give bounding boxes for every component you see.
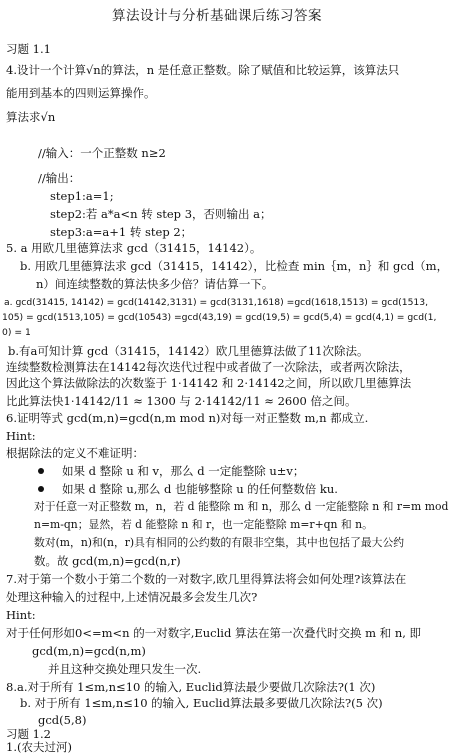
hint-label: Hint:: [6, 608, 36, 622]
exercise-7-hint-line3: 并且这种交换处理只发生一次.: [48, 662, 202, 676]
exercise-6-hint-bullet-2: 如果 d 整除 u,那么 d 也能够整除 u 的任何整数倍 ku.: [62, 482, 338, 496]
exercise-8a-question: 8.a.对于所有 1≤m,n≤10 的输入, Euclid算法最少要做几次除法?(1 次): [6, 680, 376, 694]
exercise-5b-question-cont: n）间连续整数的算法快多少倍？请估算一下。: [36, 277, 274, 291]
exercise-5b-answer-line3: 因此这个算法做除法的次数鉴于 1·14142 和 2·14142之间，所以欧几里德算法: [6, 376, 412, 390]
exercise-5b-answer: b.有a可知计算 gcd（31415，14142）欧几里德算法做了11次除法。: [8, 344, 369, 358]
bullet-icon: [38, 468, 44, 474]
hint-label: Hint:: [6, 429, 36, 443]
exercise-5b-answer-line2: 连续整数检测算法在14142每次迭代过程中或者做了一次除法，或者两次除法，: [6, 360, 411, 374]
document-title: 算法设计与分析基础课后练习答案: [112, 8, 322, 24]
exercise-5b-question: b. 用欧几里德算法求 gcd（31415，14142），比检查 min｛m，n｝和 gcd（m，: [20, 259, 449, 273]
exercise-7-question: 7.对于第一个数小于第二个数的一对数字,欧几里得算法将会如何处理?该算法在: [6, 572, 407, 586]
exercise-6-question: 6.证明等式 gcd(m,n)=gcd(n,m mod n)对每一对正整数 m,n 都成立.: [6, 411, 369, 425]
exercise-6-proof-line2: n=m-qn；显然，若 d 能整除 n 和 r，也一定能整除 m=r+qn 和 n。: [34, 518, 373, 531]
algorithm-output: //输出：: [38, 171, 81, 185]
exercise-4-question-cont: 能用到基本的四则运算操作。: [6, 86, 156, 100]
section-heading: 习题 1.1: [6, 42, 51, 56]
exercise-4-question: 4.设计一个计算√n的算法，n 是任意正整数。除了赋值和比较运算，该算法只: [6, 63, 400, 77]
exercise-6-proof-line3: 数对(m，n)和(n，r)具有相同的公约数的有限非空集，其中也包括了最大公约: [34, 536, 405, 549]
exercise-5a-answer: a. gcd(31415, 14142) = gcd(14142,3131) = gcd(3131,1618) =gcd(1618,1513) = gcd(1513,: [4, 297, 429, 308]
algorithm-heading: 算法求√n: [6, 110, 56, 124]
algorithm-step-1: step1:a=1;: [50, 189, 114, 203]
algorithm-step-2: step2:若 a*a<n 转 step 3，否则输出 a；: [50, 207, 272, 221]
exercise-7-hint-line2: gcd(m,n)=gcd(n,m): [32, 644, 146, 658]
bullet-icon: [38, 486, 44, 492]
exercise-6-proof-line4: 数。故 gcd(m,n)=gcd(n,r): [34, 554, 181, 568]
exercise-5a-answer-cont: 105) = gcd(1513,105) = gcd(10543) =gcd(43,19) = gcd(19,5) = gcd(5,4) = gcd(4,1) = gcd(1,: [2, 312, 437, 323]
exercise-5a-question: 5. a 用欧几里德算法求 gcd（31415，14142）。: [6, 241, 262, 255]
exercise-6-hint-bullet-1: 如果 d 整除 u 和 v，那么 d 一定能整除 u±v；: [62, 464, 305, 478]
exercise-5b-answer-line4: 比此算法快1·14142/11 ≈ 1300 与 2·14142/11 ≈ 2600 倍之间。: [6, 394, 357, 408]
exercise-8b-question: b. 对于所有 1≤m,n≤10 的输入, Euclid算法最多要做几次除法?(5 次): [20, 696, 383, 710]
algorithm-step-3: step3:a=a+1 转 step 2；: [50, 225, 193, 239]
exercise-5a-answer-end: 0) = 1: [2, 327, 31, 338]
exercise-7-hint-line1: 对于任何形如0<=m<n 的一对数字,Euclid 算法在第一次叠代时交换 m 和 n, 即: [6, 626, 422, 640]
exercise-6-proof-line1: 对于任意一对正整数 m，n，若 d 能整除 m 和 n，那么 d 一定能整除 n 和 r=m mod: [34, 500, 449, 513]
exercise-1-title: 1.(农夫过河): [6, 740, 72, 754]
exercise-8b-example: gcd(5,8): [38, 713, 87, 727]
exercise-6-hint-intro: 根据除法的定义不难证明：: [6, 446, 144, 460]
exercise-7-question-cont: 处理这种输入的过程中,上述情况最多会发生几次?: [6, 590, 258, 604]
section-heading: 习题 1.2: [6, 727, 51, 741]
algorithm-input: //输入：一个正整数 n≥2: [38, 146, 166, 160]
